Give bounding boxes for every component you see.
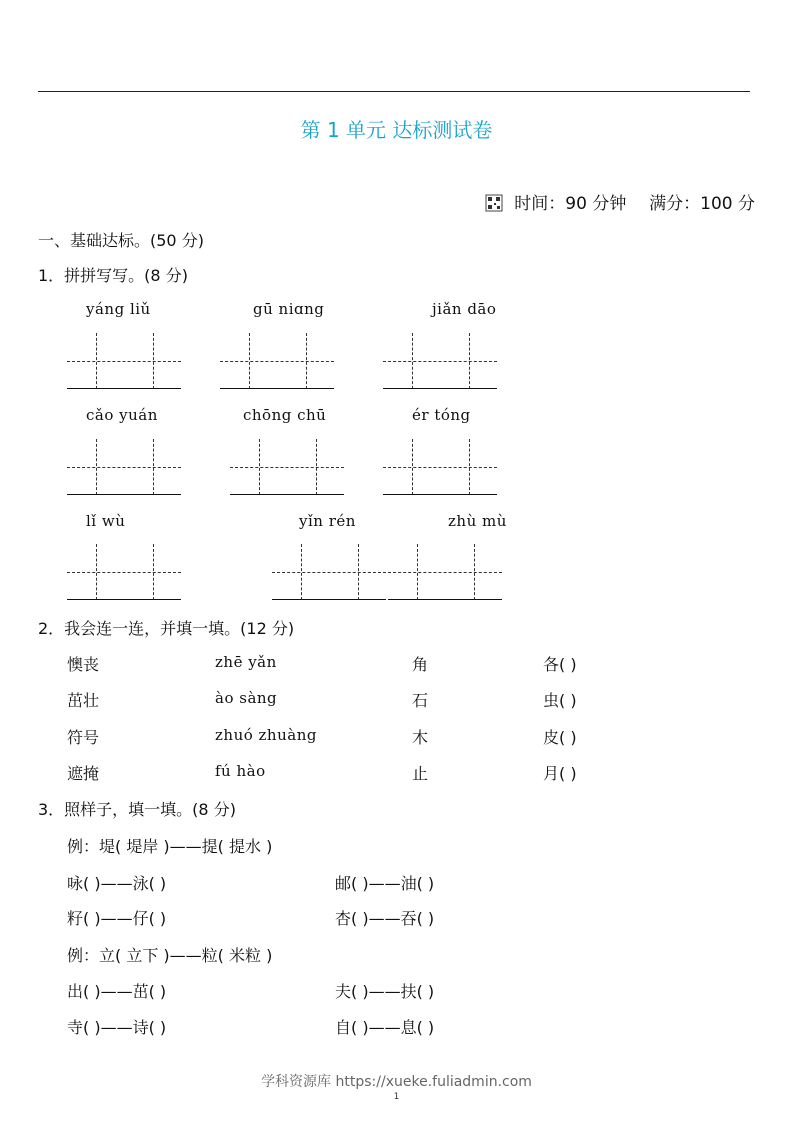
q3-fill-row[interactable]: 寺( )——诗( ): [67, 1018, 167, 1037]
q2-fill-blank[interactable]: 月( ): [543, 764, 577, 783]
q1-label: 1．拼拼写写。(8 分): [38, 266, 188, 285]
q2-pinyin: zhē yǎn: [215, 653, 277, 671]
q2-label: 2．我会连一连，并填一填。(12 分): [38, 619, 295, 638]
q3-example: 例：立( 立下 )——粒( 米粒 ): [67, 946, 273, 965]
q2-word: 茁壮: [67, 691, 100, 710]
exam-time: 时间：90 分钟: [514, 194, 627, 214]
exam-score: 满分：100 分: [649, 194, 755, 214]
pinyin-8: yǐn rén: [299, 512, 356, 530]
q2-word: 遮掩: [67, 764, 100, 783]
section-heading: 一、基础达标。(50 分): [38, 231, 204, 250]
writing-grid[interactable]: [230, 439, 344, 495]
pinyin-7: lǐ wù: [86, 512, 126, 530]
footer-source: 学科资源库 https://xueke.fuliadmin.com: [261, 1074, 532, 1090]
writing-grid[interactable]: [67, 544, 181, 600]
qr-stamp-icon: [485, 194, 503, 212]
q3-fill-row[interactable]: 自( )——息( ): [335, 1018, 435, 1037]
q2-fill-blank[interactable]: 虫( ): [543, 691, 577, 710]
pinyin-5: chōng chū: [243, 406, 327, 424]
q2-char: 角: [412, 655, 429, 674]
q2-word: 符号: [67, 728, 100, 747]
q3-fill-row[interactable]: 杏( )——吞( ): [335, 909, 435, 928]
pinyin-9: zhù mù: [448, 512, 507, 530]
q3-fill-row[interactable]: 咏( )——泳( ): [67, 874, 167, 893]
pinyin-4: cǎo yuán: [86, 406, 158, 424]
writing-grid[interactable]: [272, 544, 386, 600]
writing-grid[interactable]: [383, 333, 497, 389]
q2-pinyin: fú hào: [215, 762, 266, 780]
q3-example: 例：堤( 堤岸 )——提( 提水 ): [67, 837, 273, 856]
q2-char: 石: [412, 691, 429, 710]
q3-fill-row[interactable]: 夫( )——扶( ): [335, 982, 435, 1001]
q3-fill-row[interactable]: 邮( )——油( ): [335, 874, 435, 893]
q2-fill-blank[interactable]: 皮( ): [543, 728, 577, 747]
pinyin-1: yáng liǔ: [86, 300, 151, 318]
writing-grid[interactable]: [220, 333, 334, 389]
exam-meta: [485, 189, 755, 214]
q2-char: 止: [412, 764, 429, 783]
top-rule: [38, 91, 750, 92]
writing-grid[interactable]: [388, 544, 502, 600]
pinyin-2: gū niɑng: [253, 300, 325, 318]
q3-fill-row[interactable]: 籽( )——仔( ): [67, 909, 167, 928]
q2-fill-blank[interactable]: 各( ): [543, 655, 577, 674]
writing-grid[interactable]: [67, 439, 181, 495]
pinyin-3: jiǎn dāo: [432, 300, 497, 318]
pinyin-6: ér tóng: [412, 406, 471, 424]
writing-grid[interactable]: [383, 439, 497, 495]
q3-label: 3．照样子，填一填。(8 分): [38, 800, 236, 819]
writing-grid[interactable]: [67, 333, 181, 389]
q2-pinyin: zhuó zhuàng: [215, 726, 317, 744]
q2-char: 木: [412, 728, 429, 747]
q3-fill-row[interactable]: 出( )——茁( ): [67, 982, 167, 1001]
q2-word: 懊丧: [67, 655, 100, 674]
q2-pinyin: ào sàng: [215, 689, 278, 707]
page-title: 第 1 单元 达标测试卷: [300, 118, 493, 142]
page-number: 1: [393, 1092, 400, 1102]
